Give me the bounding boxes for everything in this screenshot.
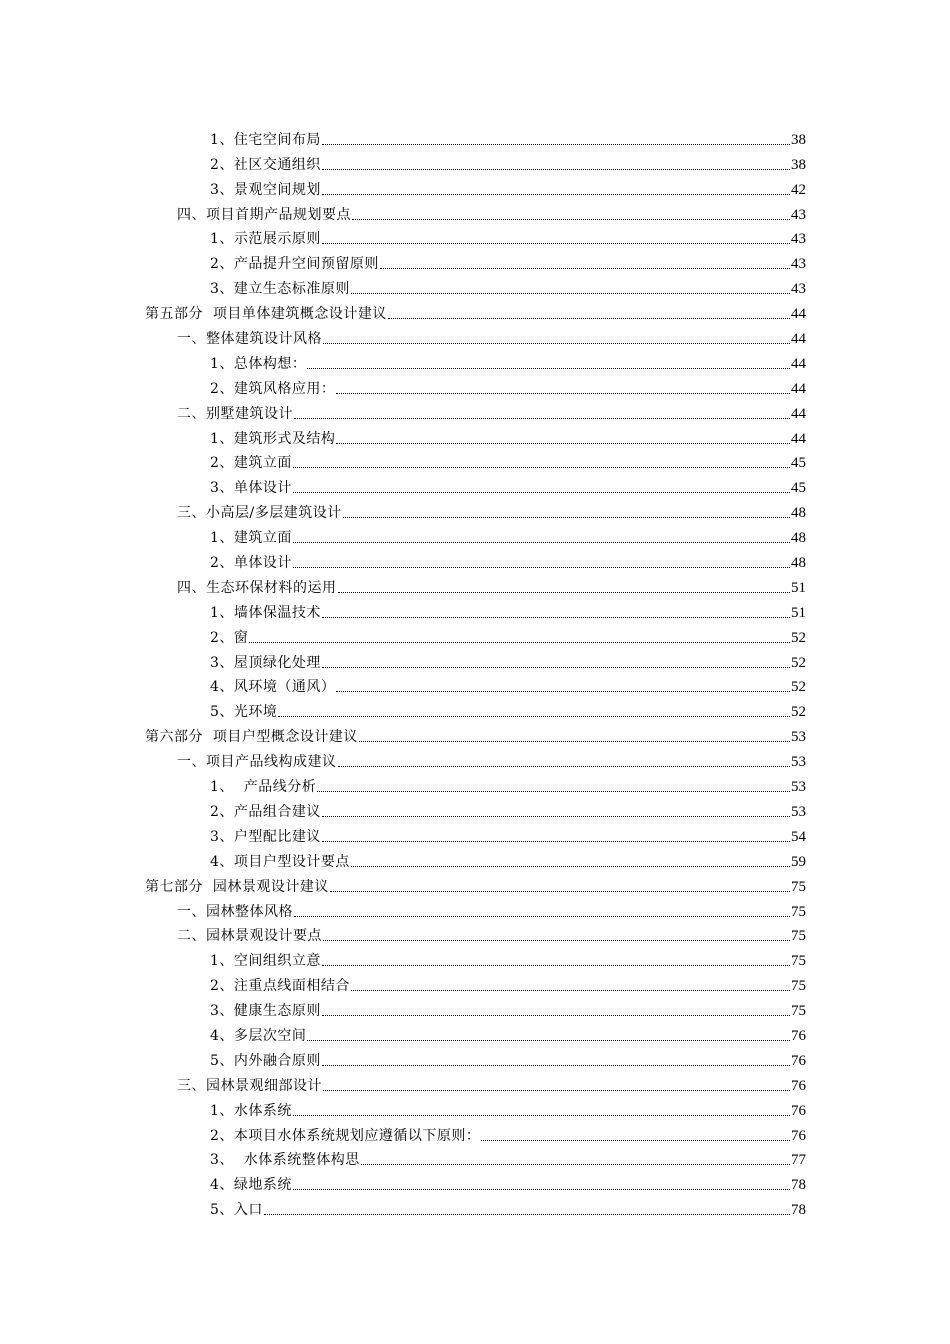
toc-entry-page-number: 75: [791, 878, 806, 895]
toc-entry-page-number: 75: [791, 903, 806, 920]
toc-entry[interactable]: [0, 871, 950, 896]
toc-entry-title: 第五部分 项目单体建筑概念设计建议: [145, 306, 387, 323]
toc-entry-title: 2、本项目水体系统规划应遵循以下原则：: [210, 1127, 481, 1144]
toc-entry-page-number: 76: [791, 1027, 806, 1044]
toc-entry-page-number: 48: [791, 555, 806, 572]
toc-dot-leader: [293, 492, 790, 493]
toc-dot-leader: [352, 219, 790, 220]
toc-entry[interactable]: [0, 472, 950, 497]
toc-dot-leader: [323, 1090, 790, 1091]
toc-dot-leader: [336, 393, 790, 394]
toc-entry[interactable]: [0, 696, 950, 721]
toc-dot-leader: [338, 592, 791, 593]
toc-entry-title: 2、社区交通组织: [210, 156, 321, 173]
toc-entry-page-number: 38: [791, 131, 806, 148]
toc-entry-title: 四、项目首期产品规划要点: [177, 206, 351, 223]
toc-entry-title: 4、多层次空间: [210, 1027, 307, 1044]
toc-entry[interactable]: [0, 423, 950, 448]
toc-entry-page-number: 45: [791, 480, 806, 497]
toc-dot-leader: [351, 990, 790, 991]
toc-entry[interactable]: [0, 1194, 950, 1219]
toc-entry[interactable]: [0, 647, 950, 672]
toc-entry-page-number: 54: [791, 828, 806, 845]
toc-entry[interactable]: [0, 921, 950, 946]
toc-entry[interactable]: [0, 248, 950, 273]
toc-dot-leader: [294, 418, 790, 419]
toc-entry-title: 2、单体设计: [210, 555, 292, 572]
toc-dot-leader: [380, 268, 790, 269]
toc-dot-leader: [307, 368, 790, 369]
toc-dot-leader: [361, 1164, 790, 1165]
toc-entry[interactable]: [0, 1169, 950, 1194]
toc-entry-page-number: 42: [791, 181, 806, 198]
toc-dot-leader: [330, 891, 790, 892]
toc-entry-title: 1、总体构想：: [210, 355, 307, 372]
toc-entry-page-number: 51: [791, 604, 806, 621]
toc-entry-title: 3、建立生态标准原则: [210, 281, 350, 298]
toc-entry[interactable]: [0, 547, 950, 572]
toc-entry[interactable]: [0, 945, 950, 970]
toc-entry-page-number: 52: [791, 629, 806, 646]
toc-entry[interactable]: [0, 448, 950, 473]
toc-entry[interactable]: [0, 1070, 950, 1095]
toc-entry-page-number: 53: [791, 779, 806, 796]
toc-dot-leader: [293, 467, 790, 468]
toc-entry-page-number: 78: [791, 1177, 806, 1194]
toc-entry-title: 1、水体系统: [210, 1102, 292, 1119]
toc-entry-page-number: 51: [791, 579, 806, 596]
toc-dot-leader: [388, 318, 790, 319]
toc-entry-page-number: 75: [791, 928, 806, 945]
toc-entry[interactable]: [0, 896, 950, 921]
toc-dot-leader: [336, 443, 790, 444]
toc-dot-leader: [351, 866, 790, 867]
toc-entry-title: 第七部分 园林景观设计建议: [145, 878, 329, 895]
toc-entry-title: 3、屋顶绿化处理: [210, 654, 321, 671]
toc-entry-title: 3、景观空间规划: [210, 181, 321, 198]
toc-entry-page-number: 76: [791, 1052, 806, 1069]
toc-entry-title: 3、 水体系统整体构思: [210, 1152, 360, 1169]
toc-dot-leader: [323, 940, 790, 941]
toc-entry-title: 5、内外融合原则: [210, 1052, 321, 1069]
toc-entry-page-number: 48: [791, 530, 806, 547]
toc-dot-leader: [322, 816, 790, 817]
toc-entry[interactable]: [0, 1020, 950, 1045]
toc-entry-title: 1、 产品线分析: [210, 779, 317, 796]
toc-entry-title: 4、绿地系统: [210, 1177, 292, 1194]
toc-dot-leader: [322, 1015, 790, 1016]
toc-entry-page-number: 44: [791, 306, 806, 323]
toc-entry[interactable]: [0, 224, 950, 249]
toc-entry-title: 4、风环境（通风）: [210, 679, 336, 696]
toc-entry[interactable]: [0, 497, 950, 522]
toc-entry-page-number: 43: [791, 256, 806, 273]
toc-entry-page-number: 76: [791, 1127, 806, 1144]
toc-entry-page-number: 43: [791, 281, 806, 298]
toc-dot-leader: [322, 1065, 790, 1066]
toc-dot-leader: [322, 841, 790, 842]
toc-entry[interactable]: [0, 746, 950, 771]
toc-entry[interactable]: [0, 771, 950, 796]
toc-entry-page-number: 52: [791, 654, 806, 671]
toc-entry-title: 4、项目户型设计要点: [210, 853, 350, 870]
toc-entry-page-number: 45: [791, 455, 806, 472]
toc-entry[interactable]: [0, 522, 950, 547]
toc-entry-title: 1、墙体保温技术: [210, 604, 321, 621]
toc-entry-page-number: 53: [791, 729, 806, 746]
toc-entry-page-number: 43: [791, 231, 806, 248]
toc-entry[interactable]: [0, 199, 950, 224]
toc-entry[interactable]: [0, 348, 950, 373]
toc-entry-title: 1、示范展示原则: [210, 231, 321, 248]
toc-entry[interactable]: [0, 1095, 950, 1120]
toc-dot-leader: [293, 1115, 790, 1116]
toc-entry-page-number: 44: [791, 331, 806, 348]
toc-entry[interactable]: [0, 124, 950, 149]
toc-entry-title: 2、产品组合建议: [210, 803, 321, 820]
toc-entry-title: 第六部分 项目户型概念设计建议: [145, 729, 358, 746]
toc-dot-leader: [278, 716, 790, 717]
toc-entry-page-number: 48: [791, 505, 806, 522]
toc-entry-title: 1、空间组织立意: [210, 953, 321, 970]
toc-entry-title: 3、单体设计: [210, 480, 292, 497]
toc-dot-leader: [336, 691, 790, 692]
toc-entry-page-number: 52: [791, 704, 806, 721]
toc-entry[interactable]: [0, 796, 950, 821]
toc-dot-leader: [293, 542, 790, 543]
toc-entry-title: 2、建筑风格应用：: [210, 380, 336, 397]
toc-entry-title: 1、建筑形式及结构: [210, 430, 336, 447]
toc-entry-page-number: 44: [791, 355, 806, 372]
toc-entry-title: 一、整体建筑设计风格: [177, 331, 322, 348]
toc-entry-title: 2、产品提升空间预留原则: [210, 256, 379, 273]
toc-entry-page-number: 53: [791, 803, 806, 820]
toc-entry-page-number: 53: [791, 754, 806, 771]
toc-entry[interactable]: [0, 298, 950, 323]
toc-entry-title: 3、户型配比建议: [210, 828, 321, 845]
toc-dot-leader: [293, 1189, 790, 1190]
toc-entry-title: 三、小高层/多层建筑设计: [177, 505, 342, 522]
toc-dot-leader: [322, 169, 790, 170]
toc-entry-title: 2、注重点线面相结合: [210, 978, 350, 995]
toc-entry-page-number: 43: [791, 206, 806, 223]
toc-entry-page-number: 78: [791, 1202, 806, 1219]
toc-dot-leader: [351, 293, 790, 294]
toc-entry[interactable]: [0, 1045, 950, 1070]
toc-entry[interactable]: [0, 721, 950, 746]
toc-dot-leader: [359, 741, 790, 742]
toc-entry[interactable]: [0, 846, 950, 871]
toc-entry-title: 二、别墅建筑设计: [177, 405, 293, 422]
toc-entry[interactable]: [0, 572, 950, 597]
toc-dot-leader: [323, 343, 790, 344]
toc-entry-page-number: 44: [791, 405, 806, 422]
toc-entry-page-number: 76: [791, 1102, 806, 1119]
toc-entry[interactable]: [0, 821, 950, 846]
toc-entry-page-number: 75: [791, 1003, 806, 1020]
toc-entry-page-number: 76: [791, 1077, 806, 1094]
toc-dot-leader: [322, 617, 790, 618]
toc-entry-page-number: 77: [791, 1152, 806, 1169]
toc-dot-leader: [322, 144, 790, 145]
toc-entry-title: 3、健康生态原则: [210, 1003, 321, 1020]
toc-entry-title: 一、项目产品线构成建议: [177, 754, 337, 771]
toc-entry-page-number: 75: [791, 953, 806, 970]
toc-entry-page-number: 59: [791, 853, 806, 870]
toc-dot-leader: [249, 642, 790, 643]
toc-entry-title: 二、园林景观设计要点: [177, 928, 322, 945]
toc-dot-leader: [338, 766, 791, 767]
toc-entry-title: 一、园林整体风格: [177, 903, 293, 920]
toc-entry-title: 1、建筑立面: [210, 530, 292, 547]
toc-entry[interactable]: [0, 398, 950, 423]
toc-dot-leader: [481, 1140, 790, 1141]
toc-dot-leader: [307, 1040, 790, 1041]
toc-entry[interactable]: [0, 672, 950, 697]
toc-entry-title: 2、窗: [210, 629, 249, 646]
toc-entry[interactable]: [0, 597, 950, 622]
toc-entry-title: 1、住宅空间布局: [210, 131, 321, 148]
toc-entry-title: 5、光环境: [210, 704, 278, 721]
toc-entry-title: 四、生态环保材料的运用: [177, 579, 337, 596]
toc-entry[interactable]: [0, 995, 950, 1020]
toc-dot-leader: [293, 567, 790, 568]
toc-dot-leader: [322, 194, 790, 195]
toc-entry-page-number: 44: [791, 430, 806, 447]
toc-entry[interactable]: [0, 273, 950, 298]
toc-dot-leader: [322, 965, 790, 966]
toc-entry[interactable]: [0, 1120, 950, 1145]
toc-entry-page-number: 75: [791, 978, 806, 995]
toc-entry[interactable]: [0, 149, 950, 174]
toc-entry[interactable]: [0, 323, 950, 348]
table-of-contents: [0, 124, 950, 1219]
toc-entry-title: 2、建筑立面: [210, 455, 292, 472]
toc-dot-leader: [343, 517, 790, 518]
toc-dot-leader: [317, 791, 790, 792]
toc-dot-leader: [322, 243, 790, 244]
toc-entry-title: 三、园林景观细部设计: [177, 1077, 322, 1094]
toc-entry-title: 5、入口: [210, 1202, 263, 1219]
toc-entry[interactable]: [0, 1145, 950, 1170]
toc-entry[interactable]: [0, 174, 950, 199]
toc-dot-leader: [322, 667, 790, 668]
toc-entry[interactable]: [0, 970, 950, 995]
toc-dot-leader: [294, 916, 790, 917]
toc-entry-page-number: 38: [791, 156, 806, 173]
toc-entry-page-number: 52: [791, 679, 806, 696]
toc-dot-leader: [264, 1214, 790, 1215]
toc-entry[interactable]: [0, 622, 950, 647]
toc-entry-page-number: 44: [791, 380, 806, 397]
toc-entry[interactable]: [0, 373, 950, 398]
